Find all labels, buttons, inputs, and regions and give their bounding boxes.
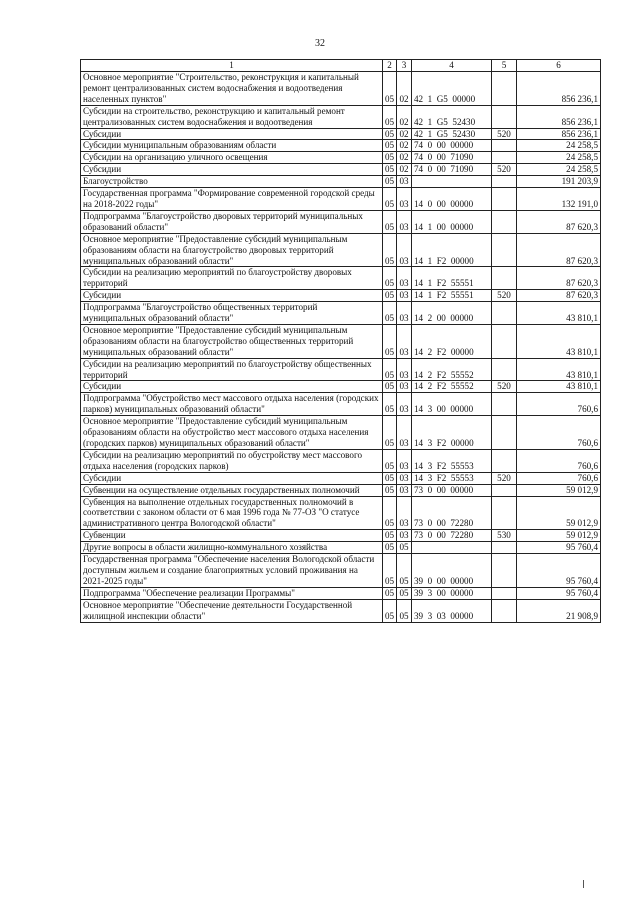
row-expense-type-cell	[492, 210, 517, 233]
row-name-cell: Субвенции	[81, 530, 383, 542]
row-name-cell: Субсидии	[81, 290, 383, 302]
row-subsection-cell: 03	[397, 324, 412, 358]
row-subsection-cell: 05	[397, 554, 412, 588]
row-target-article-cell: 14 1 F2 00000	[412, 233, 492, 267]
row-amount-cell: 760,6	[517, 472, 601, 484]
row-name-cell: Основное мероприятие "Строительство, реконструкция и капитальный ремонт централизованных систем водоснабжения и водоотведения населенных пунктов"	[81, 72, 383, 106]
row-expense-type-cell	[492, 542, 517, 554]
row-amount-cell: 87 620,3	[517, 233, 601, 267]
row-expense-type-cell	[492, 72, 517, 106]
row-name-cell: Благоустройство	[81, 176, 383, 188]
row-section-cell: 05	[383, 484, 397, 496]
row-amount-cell: 95 760,4	[517, 554, 601, 588]
table-row	[81, 72, 601, 106]
table-row	[81, 393, 601, 416]
row-amount-cell: 856 236,1	[517, 105, 601, 128]
row-section-cell: 05	[383, 233, 397, 267]
table-row	[81, 233, 601, 267]
row-amount-cell: 43 810,1	[517, 381, 601, 393]
row-target-article-cell: 14 3 F2 55553	[412, 449, 492, 472]
row-amount-cell: 132 191,0	[517, 188, 601, 211]
row-subsection-cell: 03	[397, 210, 412, 233]
row-subsection-cell: 03	[397, 302, 412, 325]
row-subsection-cell: 03	[397, 267, 412, 290]
row-target-article-cell: 42 1 G5 00000	[412, 72, 492, 106]
row-amount-cell: 59 012,9	[517, 496, 601, 530]
row-expense-type-cell	[492, 587, 517, 599]
row-subsection-cell: 05	[397, 542, 412, 554]
row-name-cell: Основное мероприятие "Предоставление субсидий муниципальным образованиям области на обустройство мест массового отдыха населения (городских парков) муниципальных образований области"	[81, 416, 383, 450]
table-row	[81, 599, 601, 622]
row-expense-type-cell: 520	[492, 164, 517, 176]
row-target-article-cell: 73 0 00 00000	[412, 484, 492, 496]
row-amount-cell: 760,6	[517, 449, 601, 472]
row-name-cell: Субсидии	[81, 164, 383, 176]
row-section-cell: 05	[383, 105, 397, 128]
row-expense-type-cell	[492, 152, 517, 164]
row-expense-type-cell: 520	[492, 128, 517, 140]
table-row	[81, 290, 601, 302]
row-section-cell: 05	[383, 587, 397, 599]
row-amount-cell: 59 012,9	[517, 484, 601, 496]
row-expense-type-cell	[492, 188, 517, 211]
table-row	[81, 484, 601, 496]
row-target-article-cell: 14 0 00 00000	[412, 188, 492, 211]
row-subsection-cell: 03	[397, 449, 412, 472]
row-name-cell: Субвенции на осуществление отдельных государственных полномочий	[81, 484, 383, 496]
row-section-cell: 05	[383, 302, 397, 325]
row-subsection-cell: 03	[397, 188, 412, 211]
row-expense-type-cell	[492, 267, 517, 290]
row-expense-type-cell	[492, 176, 517, 188]
row-section-cell: 05	[383, 188, 397, 211]
row-section-cell: 05	[383, 176, 397, 188]
row-target-article-cell: 42 1 G5 52430	[412, 128, 492, 140]
table-row	[81, 152, 601, 164]
page-number: 32	[315, 38, 325, 49]
row-target-article-cell: 39 3 00 00000	[412, 587, 492, 599]
column-header-3: 3	[397, 60, 412, 72]
row-section-cell: 05	[383, 530, 397, 542]
row-target-article-cell: 14 2 F2 00000	[412, 324, 492, 358]
table-row	[81, 554, 601, 588]
row-amount-cell: 760,6	[517, 416, 601, 450]
budget-table	[80, 59, 601, 623]
row-expense-type-cell	[492, 393, 517, 416]
row-subsection-cell: 03	[397, 393, 412, 416]
row-expense-type-cell	[492, 324, 517, 358]
row-subsection-cell: 02	[397, 140, 412, 152]
row-name-cell: Подпрограмма "Обеспечение реализации Программы"	[81, 587, 383, 599]
row-section-cell: 05	[383, 290, 397, 302]
row-amount-cell: 87 620,3	[517, 210, 601, 233]
row-target-article-cell: 42 1 G5 52430	[412, 105, 492, 128]
row-section-cell: 05	[383, 72, 397, 106]
column-header-4: 4	[412, 60, 492, 72]
row-name-cell: Субсидии на строительство, реконструкцию и капитальный ремонт централизованных систем водоснабжения и водоотведения	[81, 105, 383, 128]
row-subsection-cell: 03	[397, 416, 412, 450]
row-expense-type-cell	[492, 358, 517, 381]
row-amount-cell: 87 620,3	[517, 290, 601, 302]
row-subsection-cell: 03	[397, 233, 412, 267]
row-subsection-cell: 02	[397, 105, 412, 128]
row-name-cell: Подпрограмма "Благоустройство общественных территорий муниципальных образований области"	[81, 302, 383, 325]
row-expense-type-cell	[492, 599, 517, 622]
table-row	[81, 587, 601, 599]
row-target-article-cell: 14 3 F2 00000	[412, 416, 492, 450]
row-name-cell: Субсидии	[81, 381, 383, 393]
table-row	[81, 188, 601, 211]
row-target-article-cell: 14 2 F2 55552	[412, 358, 492, 381]
row-expense-type-cell: 520	[492, 381, 517, 393]
row-section-cell: 05	[383, 472, 397, 484]
row-target-article-cell: 73 0 00 72280	[412, 530, 492, 542]
table-row	[81, 302, 601, 325]
row-amount-cell: 856 236,1	[517, 72, 601, 106]
row-amount-cell: 95 760,4	[517, 542, 601, 554]
row-target-article-cell: 14 1 F2 55551	[412, 290, 492, 302]
row-target-article-cell	[412, 176, 492, 188]
row-section-cell: 05	[383, 542, 397, 554]
row-target-article-cell: 14 3 00 00000	[412, 393, 492, 416]
row-section-cell: 05	[383, 210, 397, 233]
row-amount-cell: 191 203,9	[517, 176, 601, 188]
row-subsection-cell: 03	[397, 496, 412, 530]
row-section-cell: 05	[383, 599, 397, 622]
table-row	[81, 210, 601, 233]
row-name-cell: Субвенция на выполнение отдельных государственных полномочий в соответствии с законом области от 6 мая 1996 года № 77-ОЗ "О статусе административного центра Вологодской области"	[81, 496, 383, 530]
column-header-6: 6	[517, 60, 601, 72]
row-name-cell: Субсидии на реализацию мероприятий по благоустройству общественных территорий	[81, 358, 383, 381]
table-row	[81, 128, 601, 140]
column-header-1: 1	[81, 60, 383, 72]
row-target-article-cell: 14 1 00 00000	[412, 210, 492, 233]
row-amount-cell: 24 258,5	[517, 164, 601, 176]
row-target-article-cell: 39 3 03 00000	[412, 599, 492, 622]
row-subsection-cell: 02	[397, 72, 412, 106]
row-subsection-cell: 03	[397, 290, 412, 302]
row-section-cell: 05	[383, 324, 397, 358]
table-row	[81, 449, 601, 472]
row-target-article-cell: 14 2 00 00000	[412, 302, 492, 325]
row-amount-cell: 24 258,5	[517, 140, 601, 152]
row-target-article-cell: 73 0 00 72280	[412, 496, 492, 530]
scan-mark	[583, 880, 584, 888]
row-amount-cell: 43 810,1	[517, 324, 601, 358]
row-expense-type-cell	[492, 484, 517, 496]
row-section-cell: 05	[383, 449, 397, 472]
table-row	[81, 267, 601, 290]
row-subsection-cell: 03	[397, 381, 412, 393]
row-name-cell: Подпрограмма "Благоустройство дворовых территорий муниципальных образований области"	[81, 210, 383, 233]
row-target-article-cell: 74 0 00 71090	[412, 164, 492, 176]
row-subsection-cell: 02	[397, 128, 412, 140]
row-expense-type-cell	[492, 449, 517, 472]
table-row	[81, 472, 601, 484]
row-subsection-cell: 05	[397, 587, 412, 599]
row-expense-type-cell	[492, 554, 517, 588]
table-header-row	[81, 60, 601, 72]
row-subsection-cell: 05	[397, 599, 412, 622]
row-section-cell: 05	[383, 140, 397, 152]
row-expense-type-cell	[492, 140, 517, 152]
row-target-article-cell: 14 2 F2 55552	[412, 381, 492, 393]
row-name-cell: Основное мероприятие "Предоставление субсидий муниципальным образованиям области на благоустройство общественных территорий муниципальных образований области"	[81, 324, 383, 358]
row-name-cell: Другие вопросы в области жилищно-коммунального хозяйства	[81, 542, 383, 554]
row-amount-cell: 21 908,9	[517, 599, 601, 622]
table-row	[81, 530, 601, 542]
table-row	[81, 416, 601, 450]
row-name-cell: Государственная программа "Обеспечение населения Вологодской области доступным жильем и создание благоприятных условий проживания на 2021-2025 годы"	[81, 554, 383, 588]
row-name-cell: Субсидии	[81, 128, 383, 140]
row-subsection-cell: 03	[397, 484, 412, 496]
row-expense-type-cell	[492, 233, 517, 267]
table-row	[81, 496, 601, 530]
row-section-cell: 05	[383, 496, 397, 530]
row-subsection-cell: 02	[397, 164, 412, 176]
row-amount-cell: 43 810,1	[517, 358, 601, 381]
row-name-cell: Подпрограмма "Обустройство мест массового отдыха населения (городских парков) муниципальных образований области"	[81, 393, 383, 416]
row-amount-cell: 87 620,3	[517, 267, 601, 290]
row-name-cell: Субсидии на реализацию мероприятий по обустройству мест массового отдыха населения (городских парков)	[81, 449, 383, 472]
row-section-cell: 05	[383, 267, 397, 290]
row-amount-cell: 24 258,5	[517, 152, 601, 164]
row-target-article-cell: 39 0 00 00000	[412, 554, 492, 588]
table-row	[81, 542, 601, 554]
row-expense-type-cell	[492, 496, 517, 530]
row-subsection-cell: 03	[397, 472, 412, 484]
row-expense-type-cell: 530	[492, 530, 517, 542]
row-amount-cell: 856 236,1	[517, 128, 601, 140]
table-row	[81, 105, 601, 128]
row-section-cell: 05	[383, 164, 397, 176]
row-section-cell: 05	[383, 416, 397, 450]
row-subsection-cell: 03	[397, 358, 412, 381]
column-header-5: 5	[492, 60, 517, 72]
row-target-article-cell: 14 3 F2 55553	[412, 472, 492, 484]
row-name-cell: Основное мероприятие "Обеспечение деятельности Государственной жилищной инспекции области"	[81, 599, 383, 622]
row-name-cell: Субсидии	[81, 472, 383, 484]
row-expense-type-cell: 520	[492, 290, 517, 302]
table-row	[81, 381, 601, 393]
row-target-article-cell: 74 0 00 00000	[412, 140, 492, 152]
table-row	[81, 164, 601, 176]
row-section-cell: 05	[383, 393, 397, 416]
row-name-cell: Субсидии на организацию уличного освещения	[81, 152, 383, 164]
table-row	[81, 176, 601, 188]
table-row	[81, 324, 601, 358]
row-subsection-cell: 02	[397, 152, 412, 164]
row-amount-cell: 59 012,9	[517, 530, 601, 542]
table-body	[81, 72, 601, 623]
row-expense-type-cell	[492, 105, 517, 128]
row-name-cell: Государственная программа "Формирование современной городской среды на 2018-2022 годы"	[81, 188, 383, 211]
row-amount-cell: 760,6	[517, 393, 601, 416]
row-section-cell: 05	[383, 554, 397, 588]
row-target-article-cell: 74 0 00 71090	[412, 152, 492, 164]
row-target-article-cell: 14 1 F2 55551	[412, 267, 492, 290]
row-subsection-cell: 03	[397, 176, 412, 188]
row-target-article-cell	[412, 542, 492, 554]
row-name-cell: Субсидии муниципальным образованиям области	[81, 140, 383, 152]
table-row	[81, 140, 601, 152]
row-section-cell: 05	[383, 358, 397, 381]
row-section-cell: 05	[383, 128, 397, 140]
row-expense-type-cell	[492, 416, 517, 450]
row-expense-type-cell: 520	[492, 472, 517, 484]
row-name-cell: Субсидии на реализацию мероприятий по благоустройству дворовых территорий	[81, 267, 383, 290]
row-name-cell: Основное мероприятие "Предоставление субсидий муниципальным образованиям области на благоустройство дворовых территорий муниципальных образований области"	[81, 233, 383, 267]
row-section-cell: 05	[383, 152, 397, 164]
column-header-2: 2	[383, 60, 397, 72]
row-amount-cell: 43 810,1	[517, 302, 601, 325]
row-amount-cell: 95 760,4	[517, 587, 601, 599]
table-row	[81, 358, 601, 381]
row-section-cell: 05	[383, 381, 397, 393]
row-expense-type-cell	[492, 302, 517, 325]
row-subsection-cell: 03	[397, 530, 412, 542]
